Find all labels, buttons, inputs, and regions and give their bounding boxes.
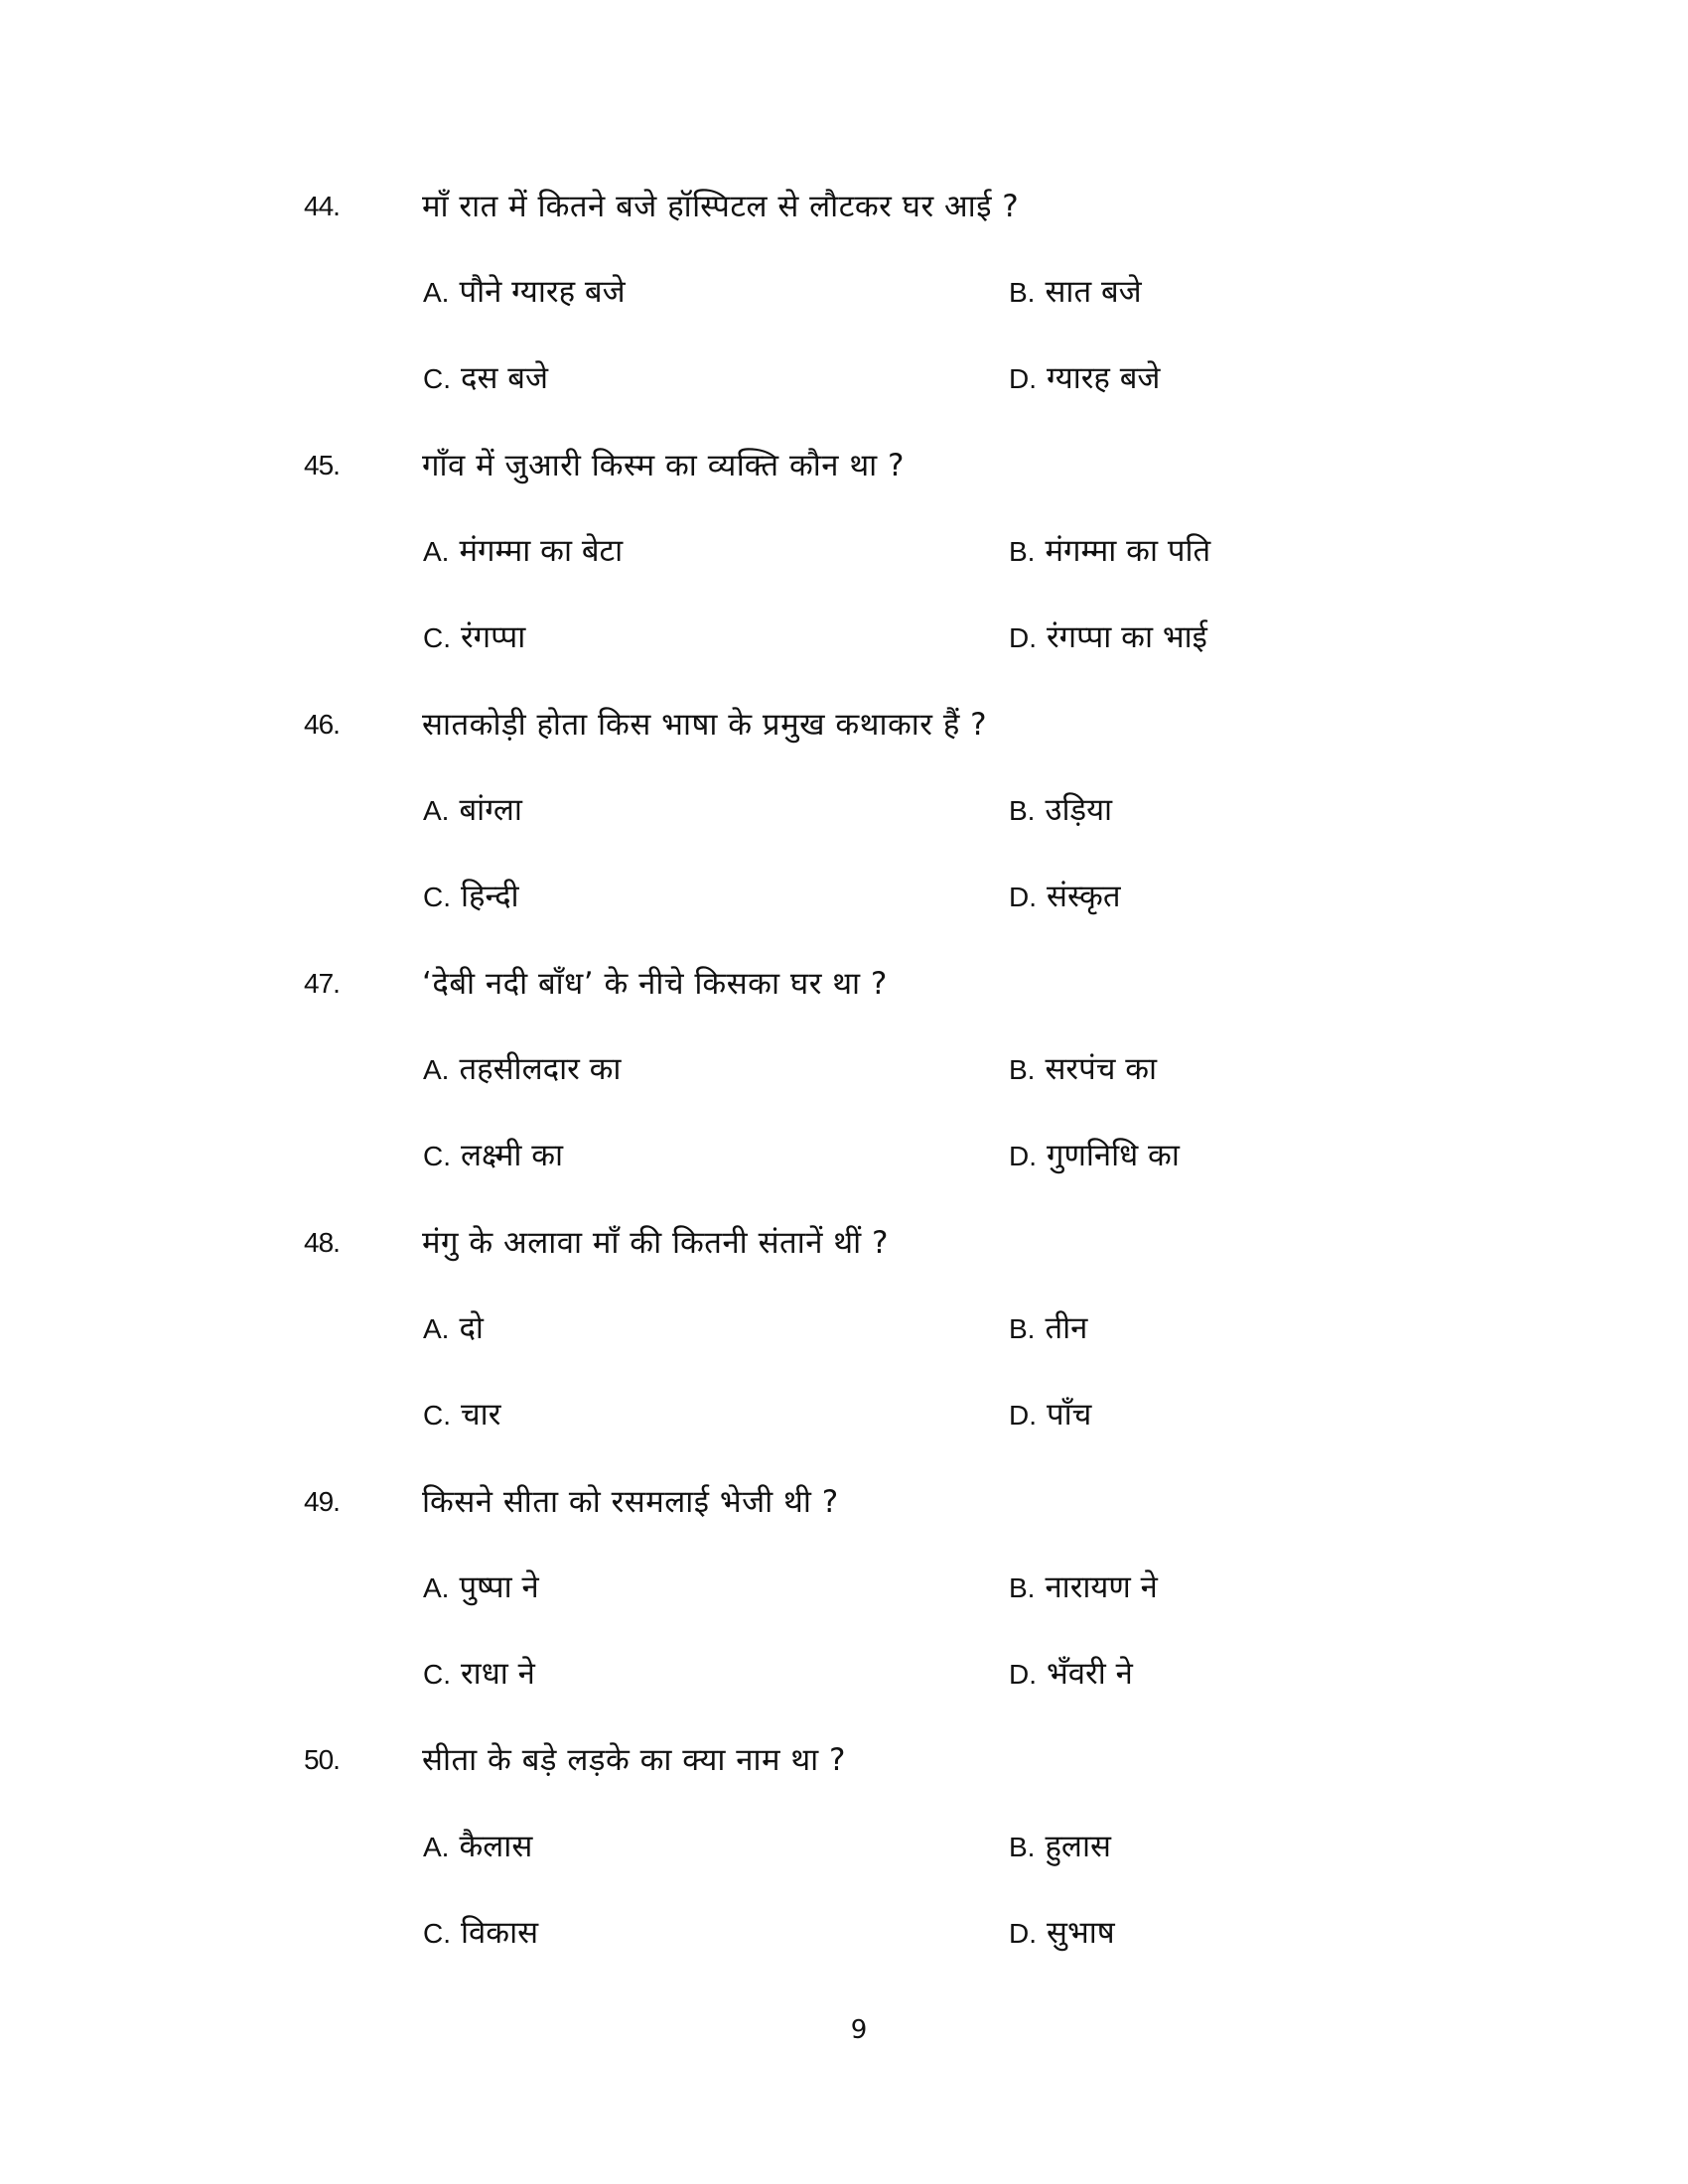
question-text: ‘देबी नदी बाँध’ के नीचे किसका घर था ?	[422, 966, 888, 1002]
option-text: सरपंच का	[1045, 1051, 1158, 1087]
option-c	[423, 1133, 563, 1178]
option-letter: B.	[1009, 277, 1036, 308]
option-c	[423, 614, 525, 660]
option-letter: C.	[423, 363, 451, 394]
question-number: 47.	[304, 968, 340, 999]
question-number: 49.	[304, 1486, 340, 1517]
option-b	[1009, 1046, 1157, 1092]
option-text: राधा ने	[461, 1656, 535, 1692]
option-text: हुलास	[1045, 1829, 1111, 1864]
option-d	[1009, 1651, 1133, 1697]
option-text: हिन्दी	[461, 879, 519, 914]
option-text: संस्कृत	[1047, 879, 1121, 914]
question-number: 46.	[304, 709, 340, 740]
option-letter: A.	[423, 1832, 450, 1862]
option-text: सुभाष	[1047, 1915, 1115, 1951]
option-d	[1009, 355, 1160, 401]
option-letter: C.	[423, 882, 451, 912]
option-b	[1009, 1824, 1111, 1869]
option-b	[1009, 269, 1142, 315]
question-text: गाँव में जुआरी किस्म का व्यक्ति कौन था ?	[422, 448, 905, 483]
option-text: रंगप्पा	[461, 619, 526, 655]
option-b	[1009, 787, 1112, 833]
option-letter: A.	[423, 1572, 450, 1603]
option-text: नारायण ने	[1045, 1570, 1158, 1605]
option-c	[423, 355, 548, 401]
option-a	[423, 787, 522, 833]
option-b	[1009, 1305, 1087, 1351]
option-text: भँवरी ने	[1047, 1656, 1133, 1692]
option-b	[1009, 528, 1210, 574]
option-letter: C.	[423, 1141, 451, 1171]
option-text: विकास	[461, 1915, 539, 1951]
option-text: उड़िया	[1045, 792, 1113, 828]
option-text: तहसीलदार का	[459, 1051, 622, 1087]
option-text: कैलास	[459, 1829, 533, 1864]
option-d	[1009, 614, 1207, 660]
option-c	[423, 874, 519, 919]
option-a	[423, 269, 626, 315]
option-text: पौने ग्यारह बजे	[459, 274, 626, 310]
option-text: बांग्ला	[459, 792, 522, 828]
option-text: तीन	[1045, 1310, 1088, 1346]
option-a	[423, 1305, 484, 1351]
question-number: 50.	[304, 1744, 340, 1775]
option-d	[1009, 874, 1121, 919]
question-number: 48.	[304, 1227, 340, 1258]
option-d	[1009, 1133, 1180, 1178]
option-letter: C.	[423, 1659, 451, 1690]
option-a	[423, 1046, 621, 1092]
option-letter: D.	[1009, 363, 1037, 394]
option-letter: B.	[1009, 1054, 1036, 1085]
option-letter: D.	[1009, 622, 1037, 653]
option-letter: B.	[1009, 1572, 1036, 1603]
option-letter: C.	[423, 1400, 451, 1431]
option-letter: B.	[1009, 1313, 1036, 1344]
option-c	[423, 1392, 500, 1437]
option-text: पाँच	[1047, 1397, 1092, 1433]
option-letter: B.	[1009, 1832, 1036, 1862]
question-text: किसने सीता को रसमलाई भेजी थी ?	[422, 1484, 839, 1520]
option-b	[1009, 1565, 1158, 1610]
option-a	[423, 1565, 539, 1610]
option-letter: A.	[423, 1313, 450, 1344]
option-c	[423, 1910, 538, 1956]
option-text: मंगम्मा का बेटा	[459, 533, 624, 569]
option-text: दो	[459, 1310, 484, 1346]
option-letter: A.	[423, 795, 450, 826]
question-text: सीता के बड़े लड़के का क्या नाम था ?	[422, 1742, 847, 1778]
option-letter: B.	[1009, 536, 1036, 567]
option-d	[1009, 1392, 1091, 1437]
option-text: सात बजे	[1045, 274, 1142, 310]
option-text: पुष्पा ने	[459, 1570, 539, 1605]
option-letter: D.	[1009, 1400, 1037, 1431]
option-letter: C.	[423, 1918, 451, 1949]
option-text: ग्यारह बजे	[1047, 360, 1161, 396]
option-text: चार	[461, 1397, 501, 1433]
option-text: दस बजे	[461, 360, 548, 396]
option-text: रंगप्पा का भाई	[1047, 619, 1207, 655]
option-letter: A.	[423, 277, 450, 308]
question-text: माँ रात में कितने बजे हॉस्पिटल से लौटकर घर आई ?	[422, 189, 1020, 224]
option-letter: A.	[423, 1054, 450, 1085]
option-text: लक्ष्मी का	[461, 1138, 564, 1173]
option-c	[423, 1651, 535, 1697]
option-d	[1009, 1910, 1115, 1956]
page-number: 9	[850, 2015, 868, 2045]
option-a	[423, 528, 623, 574]
option-letter: A.	[423, 536, 450, 567]
option-letter: D.	[1009, 1918, 1037, 1949]
option-letter: B.	[1009, 795, 1036, 826]
option-text: मंगम्मा का पति	[1045, 533, 1211, 569]
option-a	[423, 1824, 532, 1869]
question-number: 45.	[304, 450, 340, 480]
question-number: 44.	[304, 191, 340, 221]
question-text: सातकोड़ी होता किस भाषा के प्रमुख कथाकार हैं ?	[422, 707, 988, 743]
question-text: मंगु के अलावा माँ की कितनी संतानें थीं ?	[422, 1225, 889, 1261]
option-letter: C.	[423, 622, 451, 653]
option-letter: D.	[1009, 1659, 1037, 1690]
option-letter: D.	[1009, 882, 1037, 912]
option-letter: D.	[1009, 1141, 1037, 1171]
option-text: गुणनिधि का	[1047, 1138, 1180, 1173]
